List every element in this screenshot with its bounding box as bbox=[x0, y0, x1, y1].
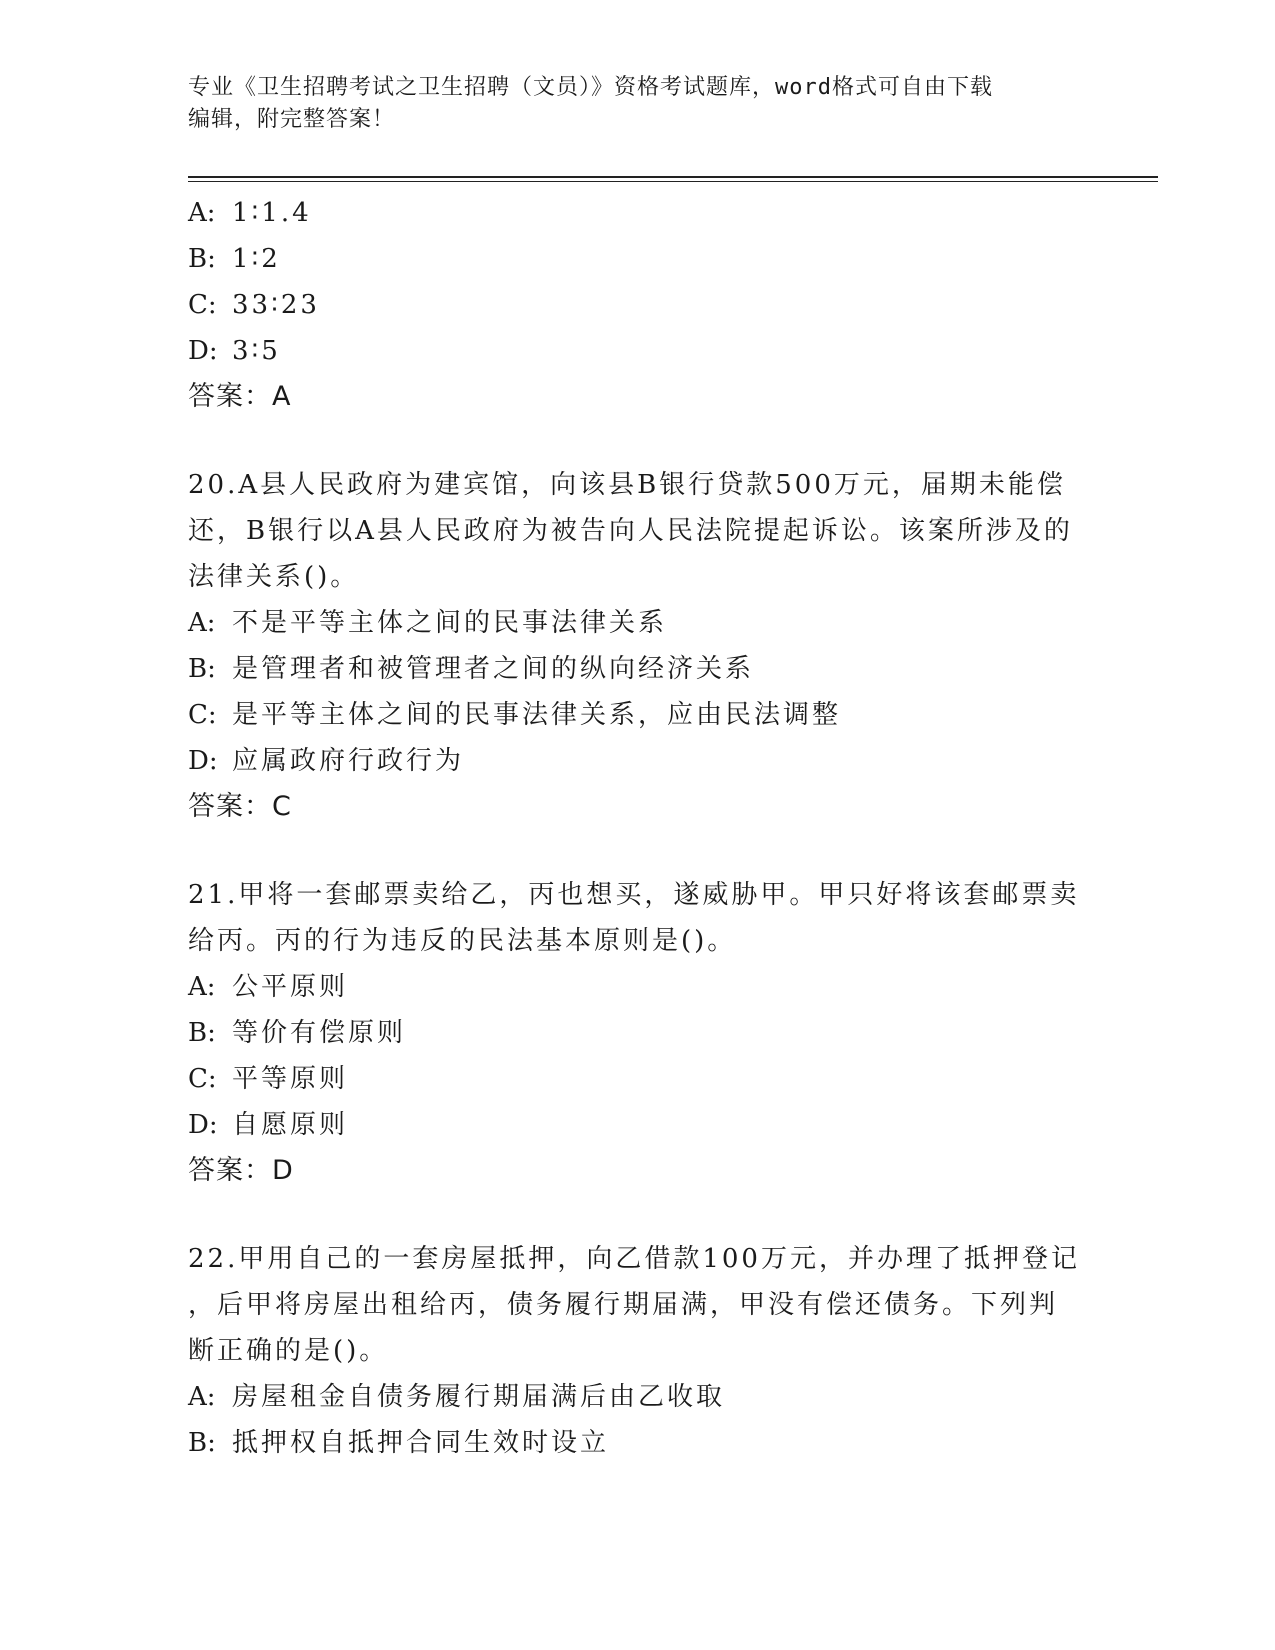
option-d bbox=[188, 328, 1088, 374]
answer-line: 答案：D bbox=[188, 1155, 294, 1186]
option-a bbox=[188, 600, 1088, 646]
option-c bbox=[188, 692, 1088, 738]
question-stem bbox=[188, 462, 1088, 600]
question-stem-line: 21.甲将一套邮票卖给乙，丙也想买，遂威胁甲。甲只好将该套邮票卖 bbox=[188, 880, 1080, 910]
option-b bbox=[188, 236, 1088, 282]
previous-question-block bbox=[188, 190, 1088, 420]
option-key: C: bbox=[188, 1064, 217, 1094]
option-key: D: bbox=[188, 1110, 218, 1140]
option-text: 1∶2 bbox=[232, 244, 281, 274]
question-stem-line: 22.甲用自己的一套房屋抵押，向乙借款100万元，并办理了抵押登记 bbox=[188, 1244, 1080, 1274]
question-21-block bbox=[188, 872, 1088, 1194]
question-stem-line: 还，B银行以A县人民政府为被告向人民法院提起诉讼。该案所涉及的 bbox=[188, 516, 1073, 546]
header-divider-thin bbox=[188, 181, 1158, 182]
answer-line: 答案：C bbox=[188, 791, 292, 822]
option-c bbox=[188, 282, 1088, 328]
option-text: 1∶1.4 bbox=[232, 198, 312, 228]
question-stem bbox=[188, 1236, 1088, 1374]
option-key: A: bbox=[188, 608, 216, 638]
option-key: D: bbox=[188, 746, 218, 776]
header-line-2: 编辑，附完整答案！ bbox=[188, 107, 396, 132]
option-text: 等价有偿原则 bbox=[232, 1018, 407, 1048]
option-d bbox=[188, 738, 1088, 784]
option-text: 不是平等主体之间的民事法律关系 bbox=[232, 608, 668, 638]
answer-line: 答案：A bbox=[188, 381, 292, 412]
question-stem-line: 给丙。丙的行为违反的民法基本原则是()。 bbox=[188, 926, 737, 956]
question-stem-line: 20.A县人民政府为建宾馆，向该县B银行贷款500万元，届期未能偿 bbox=[188, 470, 1066, 500]
option-key: B: bbox=[188, 244, 216, 274]
option-text: 自愿原则 bbox=[232, 1110, 349, 1140]
question-stem-line: 断正确的是()。 bbox=[188, 1336, 389, 1366]
option-text: 公平原则 bbox=[232, 972, 349, 1002]
question-stem-line: ，后甲将房屋出租给丙，债务履行期届满，甲没有偿还债务。下列判 bbox=[188, 1290, 1059, 1320]
option-c bbox=[188, 1056, 1088, 1102]
option-key: A: bbox=[188, 1382, 216, 1412]
option-key: B: bbox=[188, 1428, 216, 1458]
header-divider-thick bbox=[188, 176, 1158, 178]
option-text: 是管理者和被管理者之间的纵向经济关系 bbox=[232, 654, 755, 684]
option-key: C: bbox=[188, 290, 217, 320]
option-text: 房屋租金自债务履行期届满后由乙收取 bbox=[232, 1382, 726, 1412]
option-text: 应属政府行政行为 bbox=[232, 746, 465, 776]
option-text: 平等原则 bbox=[232, 1064, 349, 1094]
option-key: A: bbox=[188, 972, 216, 1002]
question-20-block bbox=[188, 462, 1088, 830]
header-line-1: 专业《卫生招聘考试之卫生招聘（文员）》资格考试题库，word格式可自由下载 bbox=[188, 75, 993, 100]
option-key: A: bbox=[188, 198, 216, 228]
question-stem-line: 法律关系()。 bbox=[188, 562, 360, 592]
option-key: B: bbox=[188, 1018, 216, 1048]
option-text: 是平等主体之间的民事法律关系，应由民法调整 bbox=[232, 700, 842, 730]
option-a bbox=[188, 964, 1088, 1010]
option-b bbox=[188, 646, 1088, 692]
option-text: 3∶5 bbox=[232, 336, 281, 366]
document-header bbox=[188, 72, 1088, 136]
option-d bbox=[188, 1102, 1088, 1148]
option-key: D: bbox=[188, 336, 218, 366]
option-text: 33∶23 bbox=[232, 290, 320, 320]
option-text: 抵押权自抵押合同生效时设立 bbox=[232, 1428, 610, 1458]
option-a bbox=[188, 1374, 1088, 1420]
option-key: C: bbox=[188, 700, 217, 730]
option-a bbox=[188, 190, 1088, 236]
option-b bbox=[188, 1420, 1088, 1466]
question-stem bbox=[188, 872, 1088, 964]
question-22-block bbox=[188, 1236, 1088, 1466]
option-key: B: bbox=[188, 654, 216, 684]
option-b bbox=[188, 1010, 1088, 1056]
question-content bbox=[188, 190, 1088, 1466]
